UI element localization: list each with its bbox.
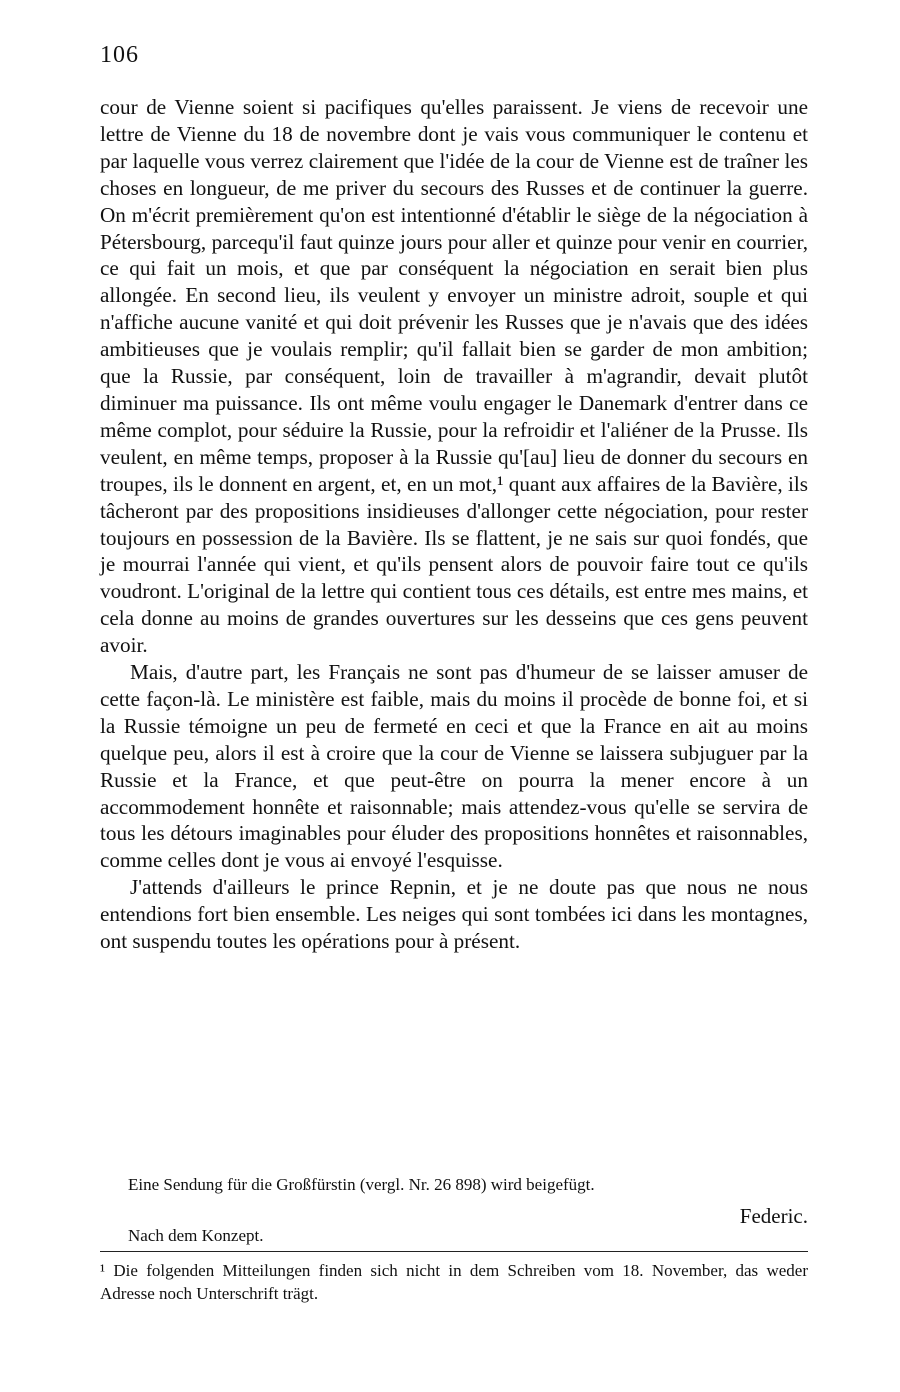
page-number: 106 xyxy=(100,42,139,68)
footnote-divider xyxy=(100,1251,808,1252)
enclosure-note: Eine Sendung für die Großfürstin (vergl. Nr. 26 898) wird beigefügt. xyxy=(128,1175,595,1194)
footnote: ¹ Die folgenden Mitteilungen finden sich nicht in dem Schreiben vom 18. November, das weder Adresse noch Unterschrift trägt. xyxy=(100,1261,808,1303)
signature: Federic. xyxy=(739,1204,808,1228)
paragraph-3: J'attends d'ailleurs le prince Repnin, et je ne doute pas que nous ne nous entendions fort bien ensemble. Les neiges qui sont tombées ici dans les montagnes, ont suspendu toutes les opérations pour à présent. xyxy=(100,875,808,954)
paragraph-1: cour de Vienne soient si pacifiques qu'elles paraissent. Je viens de recevoir une lettre de Vienne du 18 de novembre dont je vais vous communiquer le contenu et par laquelle vous verrez clairement que l'idée de la cour de Vienne est de traîner les choses en longueur, de me priver du secours des Russes et de continuer la guerre. On m'écrit premièrement qu'on est intentionné d'établir le siège de la négociation à Pétersbourg, parcequ'il faut quinze jours pour aller et quinze pour venir en courrier, ce qui fait un mois, et que par conséquent la négociation en serait bien plus allongée. En second lieu, ils veulent y envoyer un ministre adroit, souple et qui n'affiche aucune vanité et qui doit prévenir les Russes que je n'avais que des idées ambitieuses que je voulais remplir; qu'il fallait bien se garder de mon ambition; que la Russie, par conséquent, loin de travailler à m'agrandir, devait plutôt diminuer ma puissance. Ils ont même voulu engager le Danemark d'entrer dans ce même complot, pour séduire la Russie, pour la refroidir et l'aliéner de la Prusse. Ils veulent, en même temps, proposer à la Russie qu'[au] lieu de donner du secours en troupes, ils le donnent en argent, et, en un mot,¹ quant aux affaires de la Bavière, ils tâcheront par des propositions insidieuses d'allonger cette négociation, pour rester toujours en possession de la Bavière. Ils se flattent, je ne sais sur quoi fondés, que je mourrai l'année qui vient, et qu'ils pensent alors de pouvoir faire tout ce qu'ils voudront. L'original de la lettre qui contient tous ces détails, est entre mes mains, et cela donne au moins de grandes ouvertures sur les desseins que ces gens peuvent avoir. xyxy=(100,95,808,658)
letter-body xyxy=(100,94,808,955)
paragraph-2: Mais, d'autre part, les Français ne sont pas d'humeur de se laisser amuser de cette façon-là. Le ministère est faible, mais du moins il procède de bonne foi, et si la Russie témoigne un peu de fermeté en ceci et que la France en ait au moins quelque peu, alors il est à croire que la cour de Vienne se laissera subjuguer par la Russie et la France, et que peut-être on pourra la mener encore à un accommodement honnête et raisonnable; mais attendez-vous qu'elle se servira de tous les détours imaginables pour éluder des propositions honnêtes et raisonnables, comme celles dont je vous ai envoyé l'esquisse. xyxy=(100,660,808,873)
source-note: Nach dem Konzept. xyxy=(128,1226,264,1245)
